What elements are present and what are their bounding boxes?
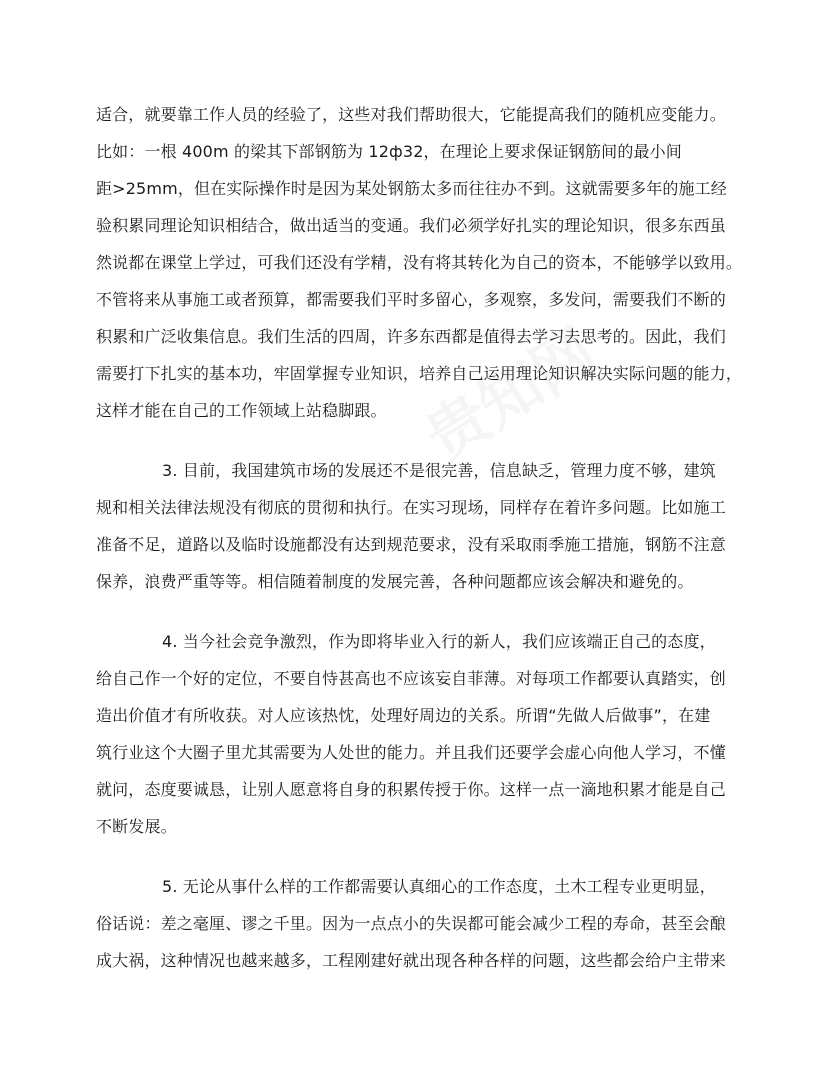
text-line: 规和相关法律法规没有彻底的贯彻和执行。在实习现场，同样存在着许多问题。比如施工 (96, 498, 726, 517)
text-line: 就问，态度要诚恳，让别人愿意将自身的积累传授于你。这样一点一滴地积累才能是自己 (96, 780, 726, 799)
text-line: 成大祸，这种情况也越来越多，工程刚建好就出现各种各样的问题，这些都会给户主带来 (96, 951, 726, 970)
text-line: 保养，浪费严重等等。相信随着制度的发展完善，各种问题都应该会解决和避免的。 (96, 572, 694, 591)
text-line: 3. 目前，我国建筑市场的发展还不是很完善，信息缺乏，管理力度不够，建筑 (162, 461, 716, 480)
document-body (96, 96, 756, 979)
text-line: 不管将来从事施工或者预算，都需要我们平时多留心，多观察，多发问，需要我们不断的 (96, 290, 726, 309)
text-line: 准备不足，道路以及临时设施都没有达到规范要求，没有采取雨季施工措施，钢筋不注意 (96, 535, 726, 554)
text-line: 然说都在课堂上学过，可我们还没有学精，没有将其转化为自己的资本，不能够学以致用。 (96, 253, 743, 272)
text-line: 5. 无论从事什么样的工作都需要认真细心的工作态度，土木工程专业更明显， (162, 877, 716, 896)
paragraph-gap (96, 429, 756, 452)
text-line: 适合，就要靠工作人员的经验了，这些对我们帮助很大，它能提高我们的随机应变能力。 (96, 105, 726, 124)
text-line: 4. 当今社会竞争激烈，作为即将毕业入行的新人，我们应该端正自己的态度， (162, 632, 716, 651)
text-line: 造出价值才有所收获。对人应该热忱，处理好周边的关系。所谓“先做人后做事”，在建 (96, 706, 711, 725)
text-line: 距>25mm，但在实际操作时是因为某处钢筋太多而往往办不到。这就需要多年的施工经 (96, 179, 727, 198)
text-line: 不断发展。 (96, 817, 177, 836)
text-line: 给自己作一个好的定位，不要自恃甚高也不应该妄自菲薄。对每项工作都要认真踏实，创 (96, 669, 726, 688)
paragraph (96, 452, 756, 600)
paragraph-gap (96, 600, 756, 623)
text-line: 比如：一根 400m 的梁其下部钢筋为 12ф32，在理论上要求保证钢筋间的最小间 (96, 142, 682, 161)
text-line: 需要打下扎实的基本功，牢固掌握专业知识，培养自己运用理论知识解决实际问题的能力， (96, 364, 743, 383)
paragraph (96, 623, 756, 845)
text-line: 积累和广泛收集信息。我们生活的四周，许多东西都是值得去学习去思考的。因此，我们 (96, 327, 726, 346)
text-line: 验积累同理论知识相结合，做出适当的变通。我们必须学好扎实的理论知识，很多东西虽 (96, 216, 726, 235)
text-line: 这样才能在自己的工作领域上站稳脚跟。 (96, 401, 387, 420)
text-line: 筑行业这个大圈子里尤其需要为人处世的能力。并且我们还要学会虚心向他人学习，不懂 (96, 743, 726, 762)
text-line: 俗话说：差之毫厘、谬之千里。因为一点点小的失误都可能会减少工程的寿命，甚至会酿 (96, 914, 726, 933)
paragraph-gap (96, 845, 756, 868)
paragraph (96, 868, 756, 979)
paragraph (96, 96, 756, 429)
